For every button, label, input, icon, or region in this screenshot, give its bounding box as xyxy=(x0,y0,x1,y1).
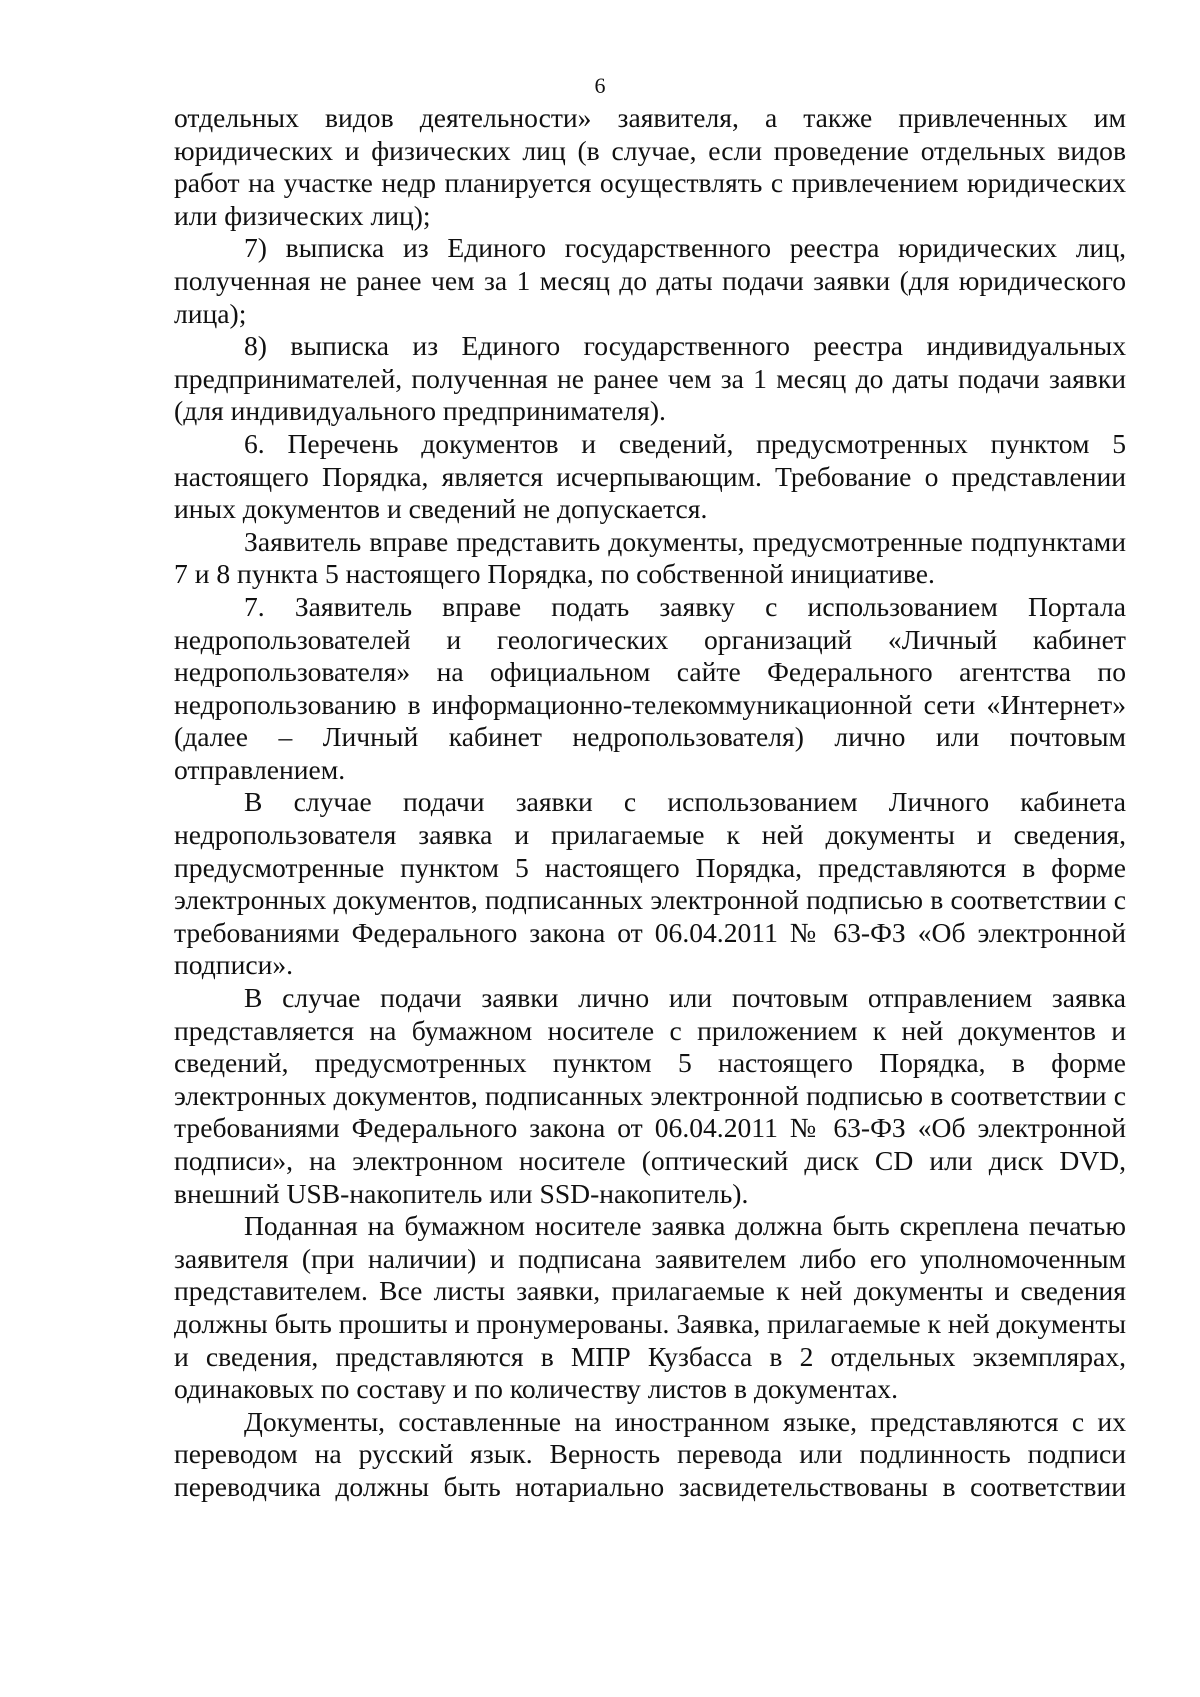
paragraph-item-7: 7) выписка из Единого государственного реестра юридических лиц, полученная не ранее чем за 1 месяц до даты подачи заявки (для юридического лица); xyxy=(174,232,1126,329)
document-body xyxy=(174,102,1126,1504)
paragraph-electronic-submission: В случае подачи заявки с использованием Личного кабинета недропользователя заявка и прилагаемые к ней документы и сведения, предусмотренные пунктом 5 настоящего Порядка, представляются в форме электронных документов, подписанных электронной подписью в соответствии с требованиями Федерального закона от 06.04.2011 № 63-ФЗ «Об электронной подписи». xyxy=(174,786,1126,981)
paragraph-applicant-right: Заявитель вправе представить документы, предусмотренные подпунктами 7 и 8 пункта 5 настоящего Порядка, по собственной инициативе. xyxy=(174,525,1126,590)
paragraph-item-8: 8) выписка из Единого государственного реестра индивидуальных предпринимателей, полученная не ранее чем за 1 месяц до даты подачи заявки (для индивидуального предпринимателя). xyxy=(174,330,1126,427)
paragraph-continuation: отдельных видов деятельности» заявителя, а также привлеченных им юридических и физических лиц (в случае, если проведение отдельных видов работ на участке недр планируется осуществлять с привлечением юридических или физических лиц); xyxy=(174,102,1126,231)
paragraph-clause-6: 6. Перечень документов и сведений, предусмотренных пунктом 5 настоящего Порядка, является исчерпывающим. Требование о представлении иных документов и сведений не допускается. xyxy=(174,427,1126,525)
paragraph-foreign-documents: Документы, составленные на иностранном языке, представляются с их переводом на русский язык. Верность перевода или подлинность подписи переводчика должны быть нотариально засвидетельствованы в соответствии xyxy=(174,1405,1126,1502)
paragraph-paper-submission: В случае подачи заявки лично или почтовым отправлением заявка представляется на бумажном носителе с приложением к ней документов и сведений, предусмотренных пунктом 5 настоящего Порядка, в форме электронных документов, подписанных электронной подписью в соответствии с требованиями Федерального закона от 06.04.2011 № 63-ФЗ «Об электронной подписи», на электронном носителе (оптический диск CD или диск DVD, внешний USB-накопитель или SSD-накопитель). xyxy=(174,982,1126,1209)
paragraph-clause-7: 7. Заявитель вправе подать заявку с использованием Портала недропользователей и геологических организаций «Личный кабинет недропользователя» на официальном сайте Федерального агентства по недропользованию в информационно-телекоммуникационной сети «Интернет» (далее – Личный кабинет недропользователя) лично или почтовым отправлением. xyxy=(174,590,1126,785)
page-number: 6 xyxy=(594,73,606,98)
paragraph-paper-requirements: Поданная на бумажном носителе заявка должна быть скреплена печатью заявителя (при наличии) и подписана заявителем либо его уполномоченным представителем. Все листы заявки, прилагаемые к ней документы и сведения должны быть прошиты и пронумерованы. Заявка, прилагаемые к ней документы и сведения, представляются в МПР Кузбасса в 2 отдельных экземплярах, одинаковых по составу и по количеству листов в документах. xyxy=(174,1210,1126,1405)
